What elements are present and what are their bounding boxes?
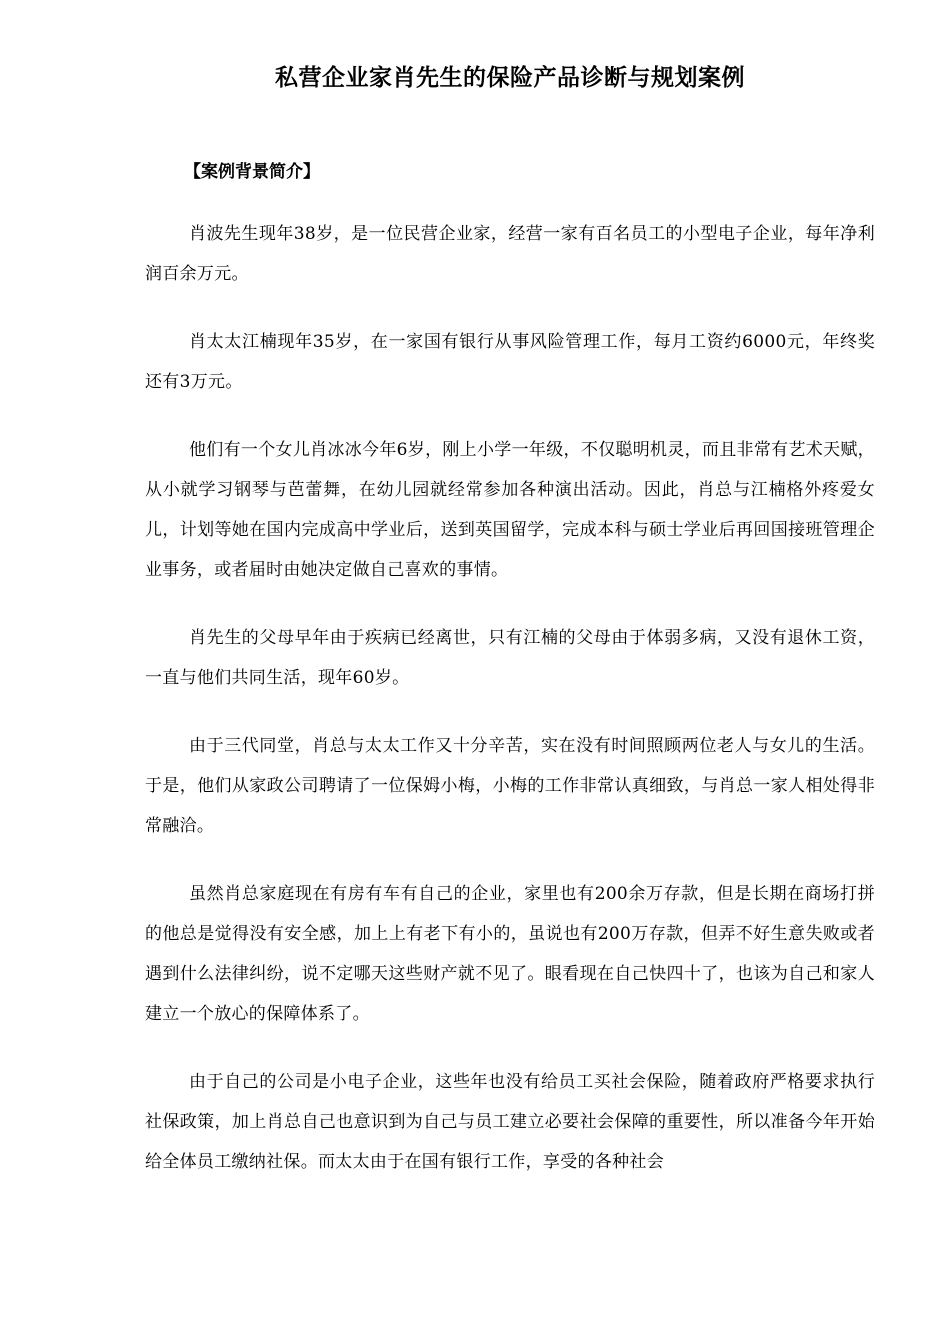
paragraph-2: 肖太太江楠现年35岁，在一家国有银行从事风险管理工作，每月工资约6000元，年终奖还有3万元。 xyxy=(145,332,875,392)
document-title: 私营企业家肖先生的保险产品诊断与规划案例 xyxy=(275,65,745,91)
paragraph-4: 肖先生的父母早年由于疾病已经离世，只有江楠的父母由于体弱多病，又没有退休工资，一直与他们共同生活，现年60岁。 xyxy=(145,628,875,688)
paragraph-5: 由于三代同堂，肖总与太太工作又十分辛苦，实在没有时间照顾两位老人与女儿的生活。于是，他们从家政公司聘请了一位保姆小梅，小梅的工作非常认真细致，与肖总一家人相处得非常融洽。 xyxy=(145,736,875,836)
section-heading: 【案例背景简介】 xyxy=(184,162,320,182)
document-body xyxy=(145,214,875,1210)
paragraph-1: 肖波先生现年38岁，是一位民营企业家，经营一家有百名员工的小型电子企业，每年净利润百余万元。 xyxy=(145,224,875,284)
paragraph-6: 虽然肖总家庭现在有房有车有自己的企业，家里也有200余万存款，但是长期在商场打拼的他总是觉得没有安全感，加上上有老下有小的，虽说也有200万存款，但弄不好生意失败或者遇到什么法律纠纷，说不定哪天这些财产就不见了。眼看现在自己快四十了，也该为自己和家人建立一个放心的保障体系了。 xyxy=(145,884,875,1024)
paragraph-3: 他们有一个女儿肖冰冰今年6岁，刚上小学一年级，不仅聪明机灵，而且非常有艺术天赋，从小就学习钢琴与芭蕾舞，在幼儿园就经常参加各种演出活动。因此，肖总与江楠格外疼爱女儿，计划等她在国内完成高中学业后，送到英国留学，完成本科与硕士学业后再回国接班管理企业事务，或者届时由她决定做自己喜欢的事情。 xyxy=(145,440,875,580)
paragraph-7: 由于自己的公司是小电子企业，这些年也没有给员工买社会保险，随着政府严格要求执行社保政策，加上肖总自己也意识到为自己与员工建立必要社会保障的重要性，所以准备今年开始给全体员工缴纳社保。而太太由于在国有银行工作，享受的各种社会 xyxy=(145,1072,875,1172)
